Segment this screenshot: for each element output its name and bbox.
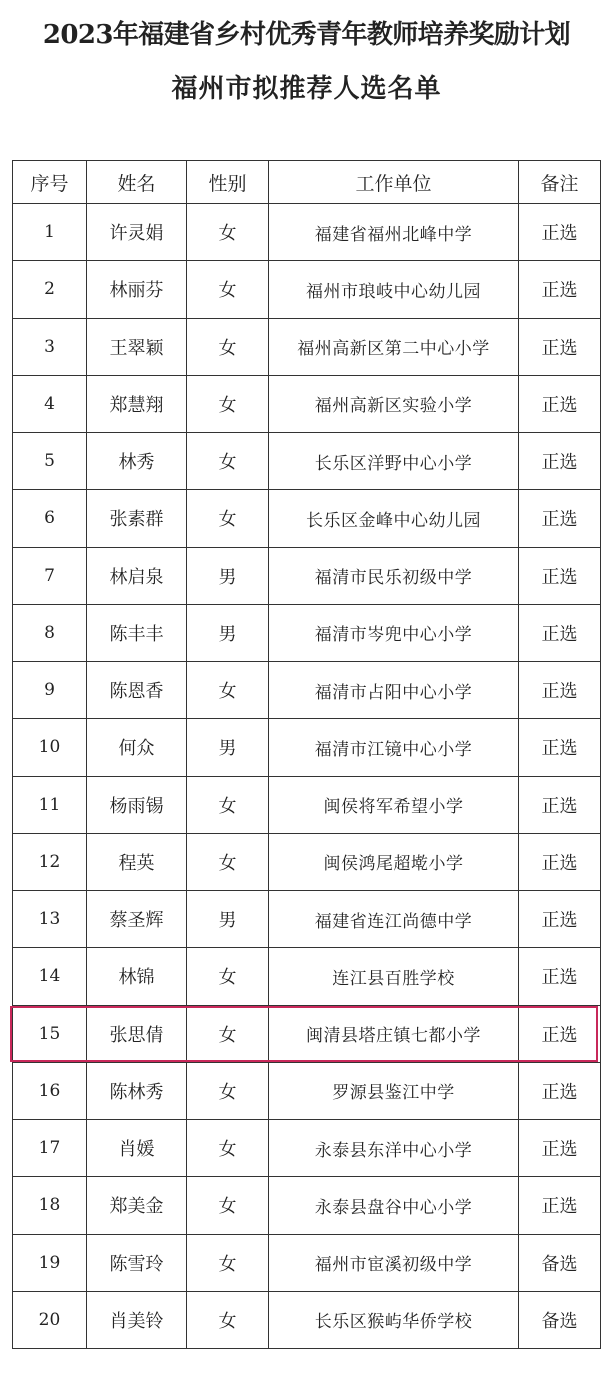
cell-index: 5 bbox=[13, 433, 87, 490]
table-row bbox=[13, 1177, 601, 1234]
table-row bbox=[13, 891, 601, 948]
cell-name: 蔡圣辉 bbox=[87, 891, 187, 948]
cell-remark: 正选 bbox=[519, 1177, 601, 1234]
cell-remark: 正选 bbox=[519, 833, 601, 890]
table-body bbox=[13, 204, 601, 1349]
cell-workplace: 罗源县鉴江中学 bbox=[269, 1062, 519, 1119]
table-row bbox=[13, 261, 601, 318]
cell-name: 张思倩 bbox=[87, 1005, 187, 1062]
cell-index: 4 bbox=[13, 375, 87, 432]
cell-gender: 女 bbox=[187, 433, 269, 490]
cell-workplace: 闽清县塔庄镇七都小学 bbox=[269, 1005, 519, 1062]
cell-gender: 女 bbox=[187, 1291, 269, 1348]
table-row bbox=[13, 433, 601, 490]
header-remark: 备注 bbox=[519, 161, 601, 204]
cell-index: 3 bbox=[13, 318, 87, 375]
cell-name: 程英 bbox=[87, 833, 187, 890]
cell-index: 11 bbox=[13, 776, 87, 833]
cell-workplace: 福清市民乐初级中学 bbox=[269, 547, 519, 604]
cell-gender: 女 bbox=[187, 490, 269, 547]
cell-name: 张素群 bbox=[87, 490, 187, 547]
cell-remark: 正选 bbox=[519, 547, 601, 604]
cell-workplace: 长乐区洋野中心小学 bbox=[269, 433, 519, 490]
cell-workplace: 永泰县盘谷中心小学 bbox=[269, 1177, 519, 1234]
cell-workplace: 闽侯鸿尾超墘小学 bbox=[269, 833, 519, 890]
cell-index: 2 bbox=[13, 261, 87, 318]
cell-remark: 正选 bbox=[519, 776, 601, 833]
cell-remark: 正选 bbox=[519, 662, 601, 719]
cell-workplace: 闽侯将军希望小学 bbox=[269, 776, 519, 833]
cell-gender: 女 bbox=[187, 261, 269, 318]
cell-index: 17 bbox=[13, 1120, 87, 1177]
cell-remark: 正选 bbox=[519, 1005, 601, 1062]
cell-gender: 女 bbox=[187, 948, 269, 1005]
cell-remark: 正选 bbox=[519, 1062, 601, 1119]
cell-name: 陈雪玲 bbox=[87, 1234, 187, 1291]
cell-workplace: 福清市岑兜中心小学 bbox=[269, 604, 519, 661]
cell-name: 陈林秀 bbox=[87, 1062, 187, 1119]
table-row bbox=[13, 662, 601, 719]
cell-name: 杨雨锡 bbox=[87, 776, 187, 833]
cell-gender: 女 bbox=[187, 776, 269, 833]
cell-index: 15 bbox=[13, 1005, 87, 1062]
cell-name: 郑慧翔 bbox=[87, 375, 187, 432]
cell-index: 20 bbox=[13, 1291, 87, 1348]
cell-gender: 女 bbox=[187, 375, 269, 432]
cell-gender: 男 bbox=[187, 891, 269, 948]
table-row bbox=[13, 1005, 601, 1062]
cell-workplace: 福建省福州北峰中学 bbox=[269, 204, 519, 261]
cell-remark: 正选 bbox=[519, 604, 601, 661]
table-row bbox=[13, 318, 601, 375]
table-row bbox=[13, 375, 601, 432]
cell-name: 林启泉 bbox=[87, 547, 187, 604]
cell-gender: 男 bbox=[187, 547, 269, 604]
table-row bbox=[13, 547, 601, 604]
cell-gender: 女 bbox=[187, 1120, 269, 1177]
cell-workplace: 福清市江镜中心小学 bbox=[269, 719, 519, 776]
cell-remark: 正选 bbox=[519, 433, 601, 490]
cell-remark: 正选 bbox=[519, 1120, 601, 1177]
table-row bbox=[13, 719, 601, 776]
cell-index: 19 bbox=[13, 1234, 87, 1291]
cell-workplace: 永泰县东洋中心小学 bbox=[269, 1120, 519, 1177]
cell-name: 许灵娟 bbox=[87, 204, 187, 261]
cell-name: 王翠颖 bbox=[87, 318, 187, 375]
table-row bbox=[13, 833, 601, 890]
cell-remark: 正选 bbox=[519, 204, 601, 261]
cell-remark: 正选 bbox=[519, 490, 601, 547]
cell-index: 9 bbox=[13, 662, 87, 719]
cell-gender: 男 bbox=[187, 604, 269, 661]
cell-gender: 女 bbox=[187, 1062, 269, 1119]
cell-index: 6 bbox=[13, 490, 87, 547]
header-name: 姓名 bbox=[87, 161, 187, 204]
cell-workplace: 福州市琅岐中心幼儿园 bbox=[269, 261, 519, 318]
header-gender: 性别 bbox=[187, 161, 269, 204]
cell-gender: 女 bbox=[187, 204, 269, 261]
cell-workplace: 连江县百胜学校 bbox=[269, 948, 519, 1005]
cell-workplace: 福清市占阳中心小学 bbox=[269, 662, 519, 719]
cell-name: 林丽芬 bbox=[87, 261, 187, 318]
cell-gender: 女 bbox=[187, 1234, 269, 1291]
table-row bbox=[13, 1062, 601, 1119]
cell-gender: 女 bbox=[187, 1005, 269, 1062]
cell-index: 1 bbox=[13, 204, 87, 261]
cell-workplace: 长乐区猴屿华侨学校 bbox=[269, 1291, 519, 1348]
table-row bbox=[13, 490, 601, 547]
cell-remark: 正选 bbox=[519, 261, 601, 318]
cell-index: 8 bbox=[13, 604, 87, 661]
cell-name: 肖美铃 bbox=[87, 1291, 187, 1348]
cell-name: 林秀 bbox=[87, 433, 187, 490]
cell-index: 12 bbox=[13, 833, 87, 890]
table-row bbox=[13, 1234, 601, 1291]
cell-name: 林锦 bbox=[87, 948, 187, 1005]
cell-name: 肖媛 bbox=[87, 1120, 187, 1177]
cell-workplace: 福州高新区第二中心小学 bbox=[269, 318, 519, 375]
table-row bbox=[13, 1291, 601, 1348]
cell-name: 陈丰丰 bbox=[87, 604, 187, 661]
cell-gender: 女 bbox=[187, 1177, 269, 1234]
cell-remark: 备选 bbox=[519, 1291, 601, 1348]
header-index: 序号 bbox=[13, 161, 87, 204]
table-row bbox=[13, 604, 601, 661]
cell-index: 13 bbox=[13, 891, 87, 948]
header-workplace: 工作单位 bbox=[269, 161, 519, 204]
cell-gender: 女 bbox=[187, 318, 269, 375]
cell-gender: 男 bbox=[187, 719, 269, 776]
document-subtitle: 福州市拟推荐人选名单 bbox=[171, 74, 442, 104]
candidate-table bbox=[12, 160, 601, 1349]
cell-workplace: 长乐区金峰中心幼儿园 bbox=[269, 490, 519, 547]
cell-workplace: 福建省连江尚德中学 bbox=[269, 891, 519, 948]
cell-remark: 正选 bbox=[519, 318, 601, 375]
cell-gender: 女 bbox=[187, 662, 269, 719]
cell-index: 18 bbox=[13, 1177, 87, 1234]
cell-workplace: 福州高新区实验小学 bbox=[269, 375, 519, 432]
cell-remark: 正选 bbox=[519, 719, 601, 776]
cell-index: 7 bbox=[13, 547, 87, 604]
table-row bbox=[13, 204, 601, 261]
cell-remark: 正选 bbox=[519, 948, 601, 1005]
cell-name: 郑美金 bbox=[87, 1177, 187, 1234]
cell-name: 陈恩香 bbox=[87, 662, 187, 719]
cell-gender: 女 bbox=[187, 833, 269, 890]
table-row bbox=[13, 1120, 601, 1177]
table-header-row bbox=[13, 161, 601, 204]
cell-workplace: 福州市宦溪初级中学 bbox=[269, 1234, 519, 1291]
table-row bbox=[13, 776, 601, 833]
cell-remark: 正选 bbox=[519, 891, 601, 948]
cell-remark: 正选 bbox=[519, 375, 601, 432]
cell-index: 16 bbox=[13, 1062, 87, 1119]
cell-name: 何众 bbox=[87, 719, 187, 776]
cell-remark: 备选 bbox=[519, 1234, 601, 1291]
document-title: 2023年福建省乡村优秀青年教师培养奖励计划 bbox=[42, 20, 571, 50]
cell-index: 14 bbox=[13, 948, 87, 1005]
table-row bbox=[13, 948, 601, 1005]
cell-index: 10 bbox=[13, 719, 87, 776]
